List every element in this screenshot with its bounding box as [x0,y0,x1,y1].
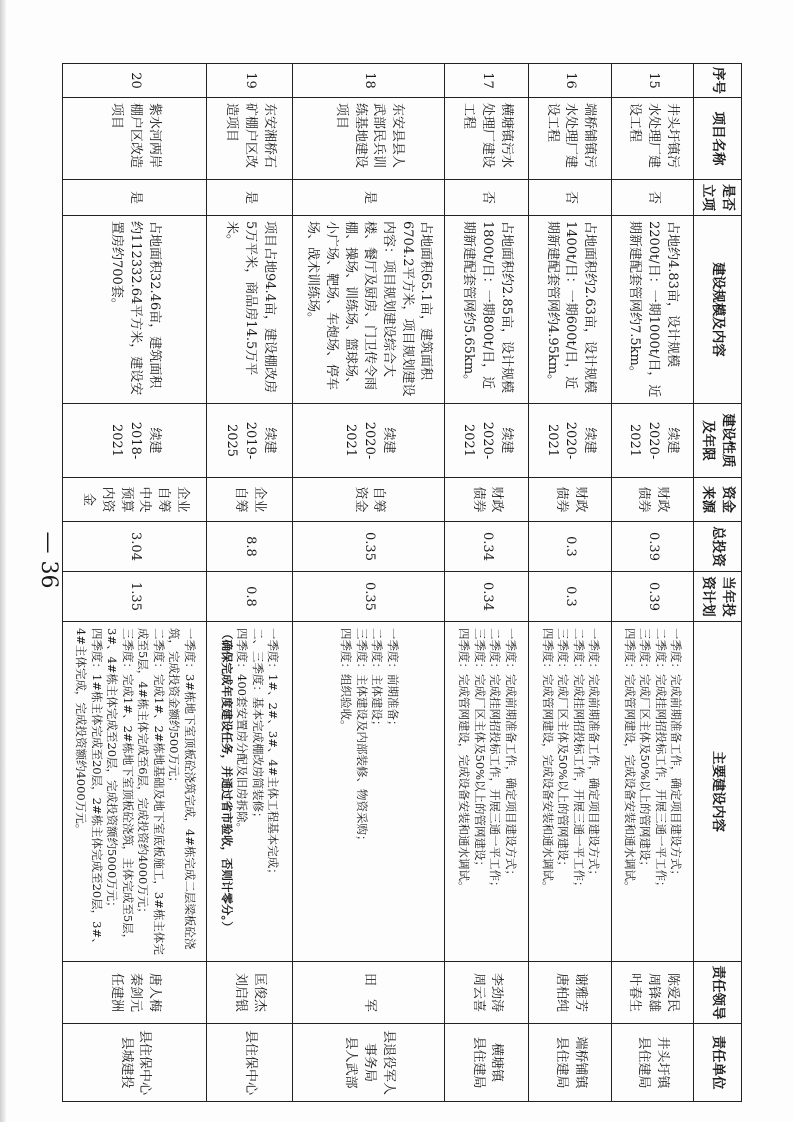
task-line: 二季度：完成1#、2#栋地基础及地下室底板施工，3#栋主体完成至5层，4#栋主体完成至6层，完成投资约4000万元； [136,628,166,955]
cell-content: 占地面积约2.85亩，设计规模1800t/日：一期800t/日，近期新建配套管网约5.65km。 [445,216,528,404]
cell-nature: 续建 2020-2021 [292,404,445,478]
task-line: 三季度：完成厂区主体及50%以上的管网建设； [638,628,653,873]
cell-seq: 20 [63,64,207,98]
table-header-row [693,64,741,1102]
task-line: 一季度：3#栋地下室顶板砼浇筑完成，4#栋完成二层梁板砼浇筑，完成投资金额约500万元； [167,628,197,950]
cell-fund: 自筹资金 [292,478,445,522]
cell-fund: 企业自筹中央预算内资金 [63,478,207,522]
table-row [292,64,445,1102]
cell-seq: 18 [292,64,445,98]
task-line: 一季度：完成前期准备工作，确定项目建设方式； [503,628,518,881]
cell-name: 东安湘桥石矿棚户区改造项目 [207,98,293,180]
table-row [528,64,611,1102]
cell-nature: 续建 2020-2021 [612,404,693,478]
task-line: 一季度：完成前期准备工作，确定项目建设方式； [669,628,684,881]
header-year-plan: 当年投资计划 [693,572,741,622]
cell-newbuild: 否 [612,180,693,216]
header-tasks: 主要建设内容 [693,622,741,962]
task-line: 三季度：完成厂区主体及50%以上的管网建设； [556,628,571,873]
cell-newbuild: 否 [445,180,528,216]
table-row [445,64,528,1102]
cell-seq: 17 [445,64,528,98]
header-name: 项目名称 [693,98,741,180]
cell-content: 占地面积约2.63亩，设计规模1400t/日：一期600t/日，近期新建配套管网约4.95km。 [528,216,611,404]
cell-fund: 财政债券 [528,478,611,522]
cell-tasks [445,622,528,962]
cell-leader: 田 军 [292,962,445,1024]
task-line: 四季度：400套安置房分配及旧房拆除。 [235,628,250,834]
cell-name: 东安县县人武部民兵训练基地建设项目 [292,98,445,180]
task-line: 四季度：完成管网建设，完成设备安装和通水调试。 [540,628,555,893]
cell-tasks [63,622,207,962]
task-line: 四季度：完成管网建设，完成设备安装和通水调试。 [622,628,637,893]
cell-name: 横塘镇污水处理厂建设工程 [445,98,528,180]
cell-year-plan: 0.34 [445,572,528,622]
header-leader: 责任领导 [693,962,741,1024]
cell-total: 0.3 [528,522,611,572]
header-total: 总投资 [693,522,741,572]
cell-content: 占地约4.83亩，设计规模2200t/日：一期1000t/日，近期新建配套管网约7.5km。 [612,216,693,404]
cell-unit: 县住保中心 县城建投 [63,1024,207,1102]
cell-unit: 县住保中心 [207,1024,293,1102]
cell-leader: 匡俊杰 刘启银 [207,962,293,1024]
cell-total: 3.04 [63,522,207,572]
cell-seq: 15 [612,64,693,98]
task-line: 三季度：完成厂区主体及50%以上的管网建设； [472,628,487,873]
task-line: 二季度：主体建设； [370,628,385,732]
cell-nature: 续建 2019-2025 [207,404,293,478]
cell-unit: 井头圩镇 县住建局 [612,1024,693,1102]
task-line: 二、三季度：基本完成棚改房简装修； [250,628,265,824]
task-line: 一季度：完成前期准备工作，确定项目建设方式； [587,628,602,881]
header-unit: 责任单位 [693,1024,741,1102]
header-fund: 资金来源 [693,478,741,522]
header-newbuild: 是否立项 [693,180,741,216]
cell-leader: 谢雅芳 唐柏纯 [528,962,611,1024]
cell-unit: 横塘镇 县住建局 [445,1024,528,1102]
table-row [63,64,207,1102]
cell-newbuild: 是 [207,180,293,216]
cell-newbuild: 是 [63,180,207,216]
cell-content: 占地面积65.1亩，建筑面积6704.2平方米，项目规划建设内容：项目规划建设综合大楼、餐厅及厨房、门卫传令雨棚、操场、训练场、篮球场、小广场、靶场、车炮场、停车场、战术训练场。 [292,216,445,404]
task-line: 四季度：组织验收。 [339,628,354,732]
cell-total: 0.35 [292,522,445,572]
cell-leader: 李劲涛 周云喜 [445,962,528,1024]
cell-seq: 16 [528,64,611,98]
cell-total: 0.39 [612,522,693,572]
project-table [62,63,742,1102]
task-note: （确保完成年度建设任务，并通过省市验收，否则计零分。） [219,628,234,933]
cell-tasks [292,622,445,962]
cell-leader: 唐人梅 秦剑元 任建洲 [63,962,207,1024]
task-line: 二季度：完成挂网招投标工作，开展三通一平工作； [653,628,668,893]
cell-name: 井头圩镇污水处理厂建设工程 [612,98,693,180]
cell-year-plan: 0.35 [292,572,445,622]
table-row [207,64,293,1102]
cell-newbuild: 否 [528,180,611,216]
task-line: 一季度：1#、2#、3#、4#主体工程基本完成； [266,628,281,880]
cell-unit: 县退役军人事务局 县人武部 [292,1024,445,1102]
rotated-table-block [62,63,742,1101]
cell-nature: 续建 2020-2021 [445,404,528,478]
cell-fund: 企业自筹 [207,478,293,522]
header-nature: 建设性质及年限 [693,404,741,478]
cell-tasks [528,622,611,962]
cell-year-plan: 0.39 [612,572,693,622]
cell-total: 8.8 [207,522,293,572]
cell-tasks [207,622,293,962]
cell-fund: 财政债券 [445,478,528,522]
task-line: 三季度：主体建设及内部装修、物资采购； [354,628,369,847]
cell-nature: 续建 2020-2021 [528,404,611,478]
cell-name: 端桥铺镇污水处理厂建设工程 [528,98,611,180]
cell-year-plan: 0.3 [528,572,611,622]
task-line: 二季度：完成挂网招投标工作，开展三通一平工作； [571,628,586,893]
task-line: 四季度：完成管网建设，完成设备安装和通水调试。 [457,628,472,893]
header-seq: 序号 [693,64,741,98]
cell-newbuild: 是 [292,180,445,216]
header-content: 建设规模及内容 [693,216,741,404]
page-number: — 36 [36,531,61,589]
cell-name: 紫水河两岸棚户区改造项目 [63,98,207,180]
cell-year-plan: 1.35 [63,572,207,622]
table-row [612,64,693,1102]
cell-content: 占地面积32.46亩，建筑面积约112332.64平方米，建设安置房约700套。 [63,216,207,404]
task-line: 一季度：前期准备； [385,628,400,732]
cell-nature: 续建 2018-2021 [63,404,207,478]
cell-content: 项目占地94.4亩，建设棚改房5万平米，商品房14.5万平米。 [207,216,293,404]
task-line: 四季度：1#栋主体完成至20层，2#栋主体完成至20层，3#、4#主体完成，完成投资额约4000万元。 [74,628,104,950]
cell-year-plan: 0.8 [207,572,293,622]
cell-seq: 19 [207,64,293,98]
cell-unit: 端桥铺镇 县住建局 [528,1024,611,1102]
cell-tasks [612,622,693,962]
cell-total: 0.34 [445,522,528,572]
task-line: 三季度：完成1#、2#栋地下室顶板砼浇筑，主体完成至5层，3#、4#栋主体完成至20层，完成投资额约5000万元； [105,628,135,946]
cell-fund: 财政债券 [612,478,693,522]
cell-leader: 陈爱民 周锋雄 叶春生 [612,962,693,1024]
task-line: 二季度：完成挂网招投标工作，开展三通一平工作； [488,628,503,893]
